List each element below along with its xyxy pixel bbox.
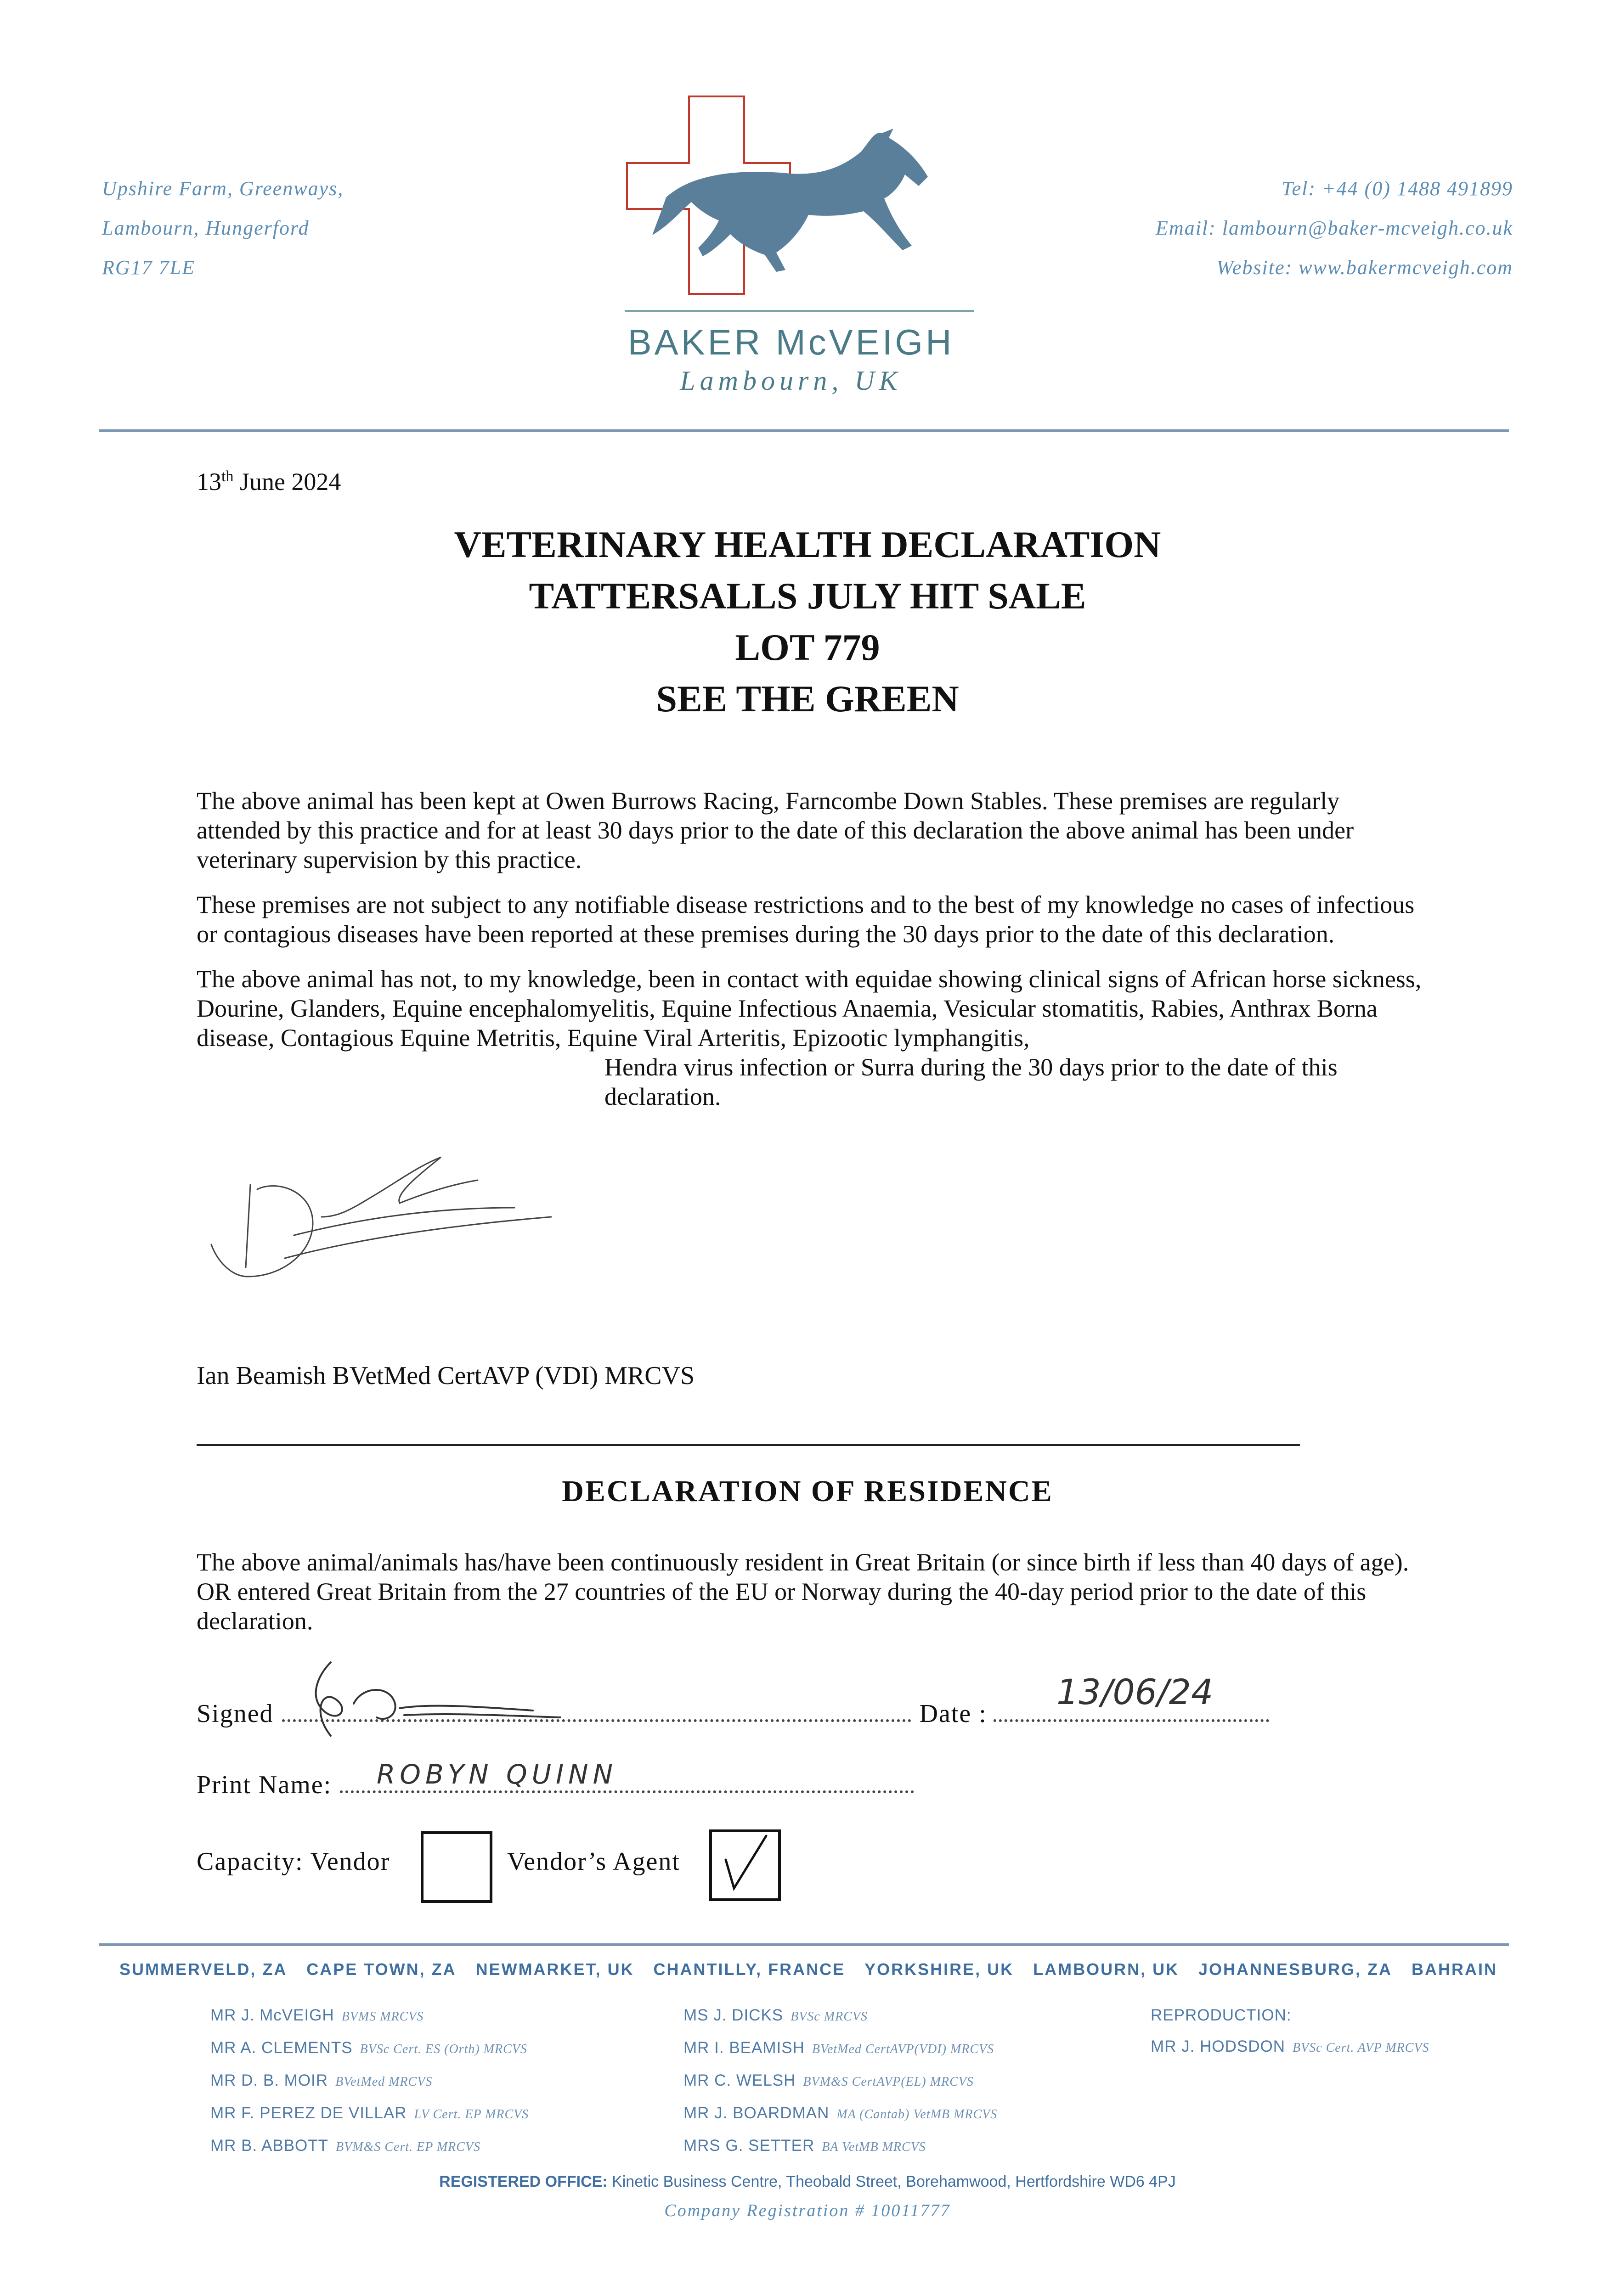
office-item: NEWMARKET, UK — [475, 1960, 634, 1979]
reproduction-heading: REPRODUCTION: — [1151, 2006, 1292, 2024]
practice-address — [102, 169, 344, 287]
title-line: VETERINARY HEALTH DECLARATION — [454, 523, 1161, 565]
baker-mcveigh-logo — [625, 92, 974, 331]
vet-signature — [202, 1139, 570, 1304]
email-line: Email: lambourn@baker-mcveigh.co.uk — [1156, 217, 1513, 239]
office-item: LAMBOURN, UK — [1033, 1960, 1180, 1979]
office-item: YORKSHIRE, UK — [864, 1960, 1014, 1979]
staff-member: MS J. DICKS BVSc MRCVS — [683, 2006, 868, 2024]
company-registration: Company Registration # 10011777 — [664, 2201, 951, 2220]
registered-office — [0, 2173, 1615, 2191]
practice-contact — [1156, 169, 1513, 287]
paragraph: These premises are not subject to any notifiable disease restrictions and to the best of my knowledge no cases of infectious or contagious diseases have been reported at these premises during the 30 days prior to the date of this declaration. — [197, 891, 1415, 948]
vet-signatory-name: Ian Beamish BVetMed CertAVP (VDI) MRCVS — [197, 1362, 695, 1390]
staff-member: MR C. WELSH BVM&S CertAVP(EL) MRCVS — [683, 2071, 974, 2089]
paragraph: The above animal has not, to my knowledge, been in contact with equidae showing clinical signs of African horse sickness, Dourine, Glanders, Equine encephalomyelitis, Equine Infectious Anaemia, Vesicular stomatitis, Rabies, Anthrax Borna disease, Contagious Equine Metritis, Equine Viral Arteritis, Epizootic lymphangitis, — [197, 965, 1422, 1052]
residence-title: DECLARATION OF RESIDENCE — [562, 1474, 1053, 1508]
print-name-row — [197, 1770, 1299, 1800]
vendor-agent-label: Vendor’s Agent — [507, 1847, 680, 1876]
section-divider — [197, 1444, 1300, 1446]
website-line: Website: www.bakermcveigh.com — [1216, 256, 1513, 279]
title-line: SEE THE GREEN — [656, 678, 959, 720]
paragraph: The above animal has been kept at Owen Burrows Racing, Farncombe Down Stables. These premises are regularly attended by this practice and for at least 30 days prior to the date of this declaration the above animal has been under veterinary supervision by this practice. — [197, 787, 1354, 873]
footer-divider — [99, 1943, 1509, 1946]
staff-member: MR J. HODSDON BVSc Cert. AVP MRCVS — [1151, 2037, 1429, 2055]
address-line: Upshire Farm, Greenways, — [102, 177, 344, 200]
brand-block — [612, 321, 970, 397]
staff-column-2 — [683, 2000, 997, 2163]
staff-column-3 — [1151, 2000, 1429, 2064]
staff-member: MR D. B. MOIR BVetMed MRCVS — [210, 2071, 433, 2089]
date-label: Date : — [919, 1699, 987, 1728]
address-line: RG17 7LE — [102, 256, 195, 279]
galloping-horse-icon — [652, 129, 928, 272]
date-day: 13 — [197, 468, 221, 495]
declaration-date — [197, 467, 341, 496]
brand-name: BAKER McVEIGH — [627, 322, 954, 362]
staff-member: MR B. ABBOTT BVM&S Cert. EP MRCVS — [210, 2137, 481, 2155]
paragraph-continued: Hendra virus infection or Surra during the 30 days prior to the date of this declaration. — [604, 1053, 1338, 1110]
print-name-handwritten: ROBYN QUINN — [377, 1759, 617, 1790]
staff-member: MR J. McVEIGH BVMS MRCVS — [210, 2006, 424, 2024]
staff-member: MRS G. SETTER BA VetMB MRCVS — [683, 2137, 926, 2155]
date-handwritten: 13/06/24 — [1056, 1671, 1214, 1712]
office-item: JOHANNESBURG, ZA — [1198, 1960, 1393, 1979]
staff-member: MR F. PEREZ DE VILLAR LV Cert. EP MRCVS — [210, 2104, 529, 2122]
office-item: CHANTILLY, FRANCE — [653, 1960, 846, 1979]
signed-label: Signed — [197, 1699, 274, 1728]
office-locations — [119, 1960, 1497, 1979]
capacity-vendor-label: Capacity: Vendor — [197, 1847, 390, 1876]
staff-column-1 — [210, 2000, 529, 2163]
registered-office-label: REGISTERED OFFICE: — [439, 2173, 608, 2190]
date-rest: June 2024 — [233, 468, 341, 495]
registered-office-address: Kinetic Business Centre, Theobald Street, Borehamwood, Hertfordshire WD6 4PJ — [612, 2173, 1176, 2190]
office-item: BAHRAIN — [1411, 1960, 1497, 1979]
vendor-agent-checkbox[interactable] — [709, 1829, 781, 1901]
address-line: Lambourn, Hungerford — [102, 217, 310, 239]
office-item: SUMMERVELD, ZA — [119, 1960, 288, 1979]
staff-member: MR J. BOARDMAN MA (Cantab) VetMB MRCVS — [683, 2104, 998, 2122]
staff-member: MR I. BEAMISH BVetMed CertAVP(VDI) MRCVS — [683, 2039, 994, 2057]
brand-location: Lambourn, UK — [680, 366, 902, 396]
title-line: TATTERSALLS JULY HIT SALE — [529, 575, 1086, 617]
phone-line: Tel: +44 (0) 1488 491899 — [1282, 177, 1513, 200]
residence-text: The above animal/animals has/have been continuously resident in Great Britain (or since birth if less than 40 days of age). OR entered Great Britain from the 27 countries of the EU or Norway during the 40-day period prior to the date of this declaration. — [197, 1548, 1409, 1635]
staff-member: MR A. CLEMENTS BVSc Cert. ES (Orth) MRCVS — [210, 2039, 527, 2057]
print-name-label: Print Name: — [197, 1771, 332, 1799]
tick-icon — [712, 1832, 778, 1898]
declaration-body — [197, 786, 1428, 1111]
title-line: LOT 779 — [735, 626, 880, 668]
vendor-agent-signature — [276, 1658, 625, 1740]
header-divider — [99, 429, 1509, 432]
date-suffix: th — [221, 468, 234, 485]
office-item: CAPE TOWN, ZA — [306, 1960, 457, 1979]
vendor-checkbox[interactable] — [421, 1831, 492, 1903]
document-title-block — [0, 519, 1615, 725]
